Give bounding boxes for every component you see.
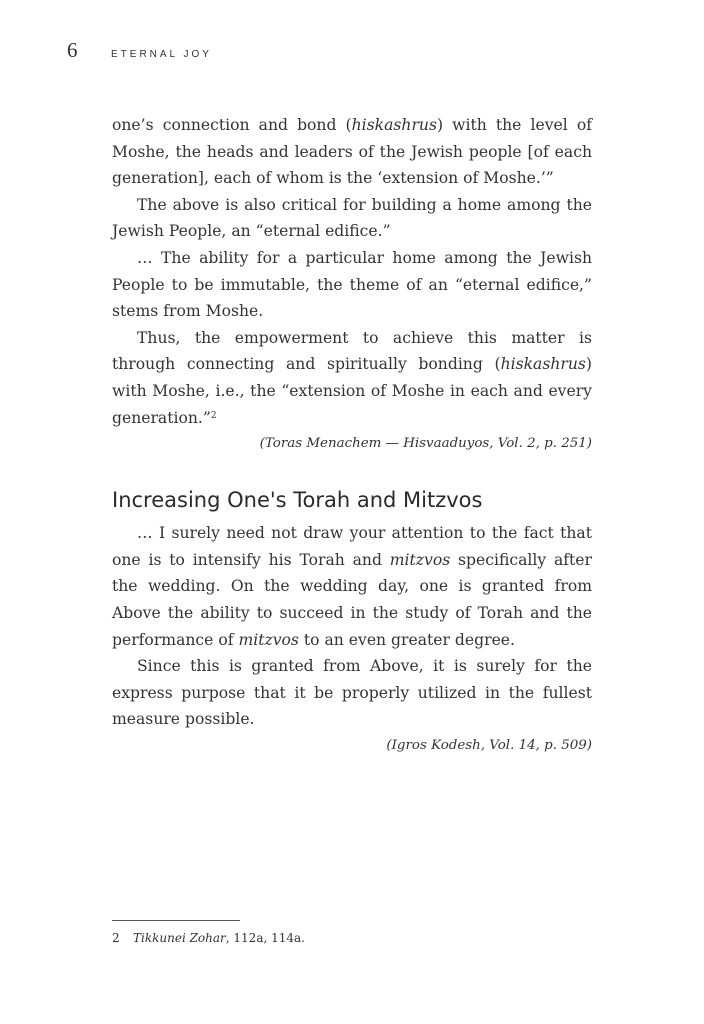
citation: (Toras Menachem — Hisvaaduyos, Vol. 2, p. 251) <box>259 436 592 452</box>
italic-term: hiskashrus <box>351 116 437 134</box>
citation: (Igros Kodesh, Vol. 14, p. 509) <box>386 737 592 753</box>
footnote-divider <box>112 920 240 921</box>
paragraph <box>112 112 592 192</box>
footnote-text: , 112a, 114a. <box>225 931 305 945</box>
italic-term: mitzvos <box>238 630 299 649</box>
paragraph: … The ability for a particular home among the Jewish People to be immutable, the theme of an “eternal edifice,” stems from Moshe. <box>112 248 592 321</box>
paragraph <box>112 325 592 431</box>
page-number: 6 <box>67 38 78 62</box>
text: … I surely need not draw your attention to the fact that one is to intensify his Torah and <box>112 524 592 569</box>
italic-term: mitzvos <box>389 550 451 569</box>
paragraph <box>112 520 592 653</box>
running-title: ETERNAL JOY <box>111 49 212 60</box>
text: ) with Moshe, i.e., the “extension of Moshe in each and every generation.” <box>112 355 592 427</box>
running-head <box>67 38 212 63</box>
footnote <box>112 931 305 945</box>
paragraph: Since this is granted from Above, it is surely for the express purpose that it be properly utilized in the fullest measure possible. <box>112 657 592 729</box>
text: specifically after the wedding. On the wedding day, one is granted from Above the ability to succeed in the study of Torah and the performance of <box>112 550 592 649</box>
section-heading: Increasing One's Torah and Mitzvos <box>112 488 483 513</box>
text: one’s connection and bond ( <box>112 116 352 134</box>
paragraph: The above is also critical for building a home among the Jewish People, an “eternal edifice.” <box>112 195 592 241</box>
footnote-title: Tikkunei Zohar <box>133 931 226 945</box>
italic-term: hiskashrus <box>500 355 586 374</box>
footnote-ref[interactable]: 2 <box>210 410 217 421</box>
text: to an even greater degree. <box>298 630 515 649</box>
text: Thus, the empowerment to achieve this matter is through connecting and spiritually bonding ( <box>112 328 592 374</box>
text: ) with the level of Moshe, the heads and leaders of the Jewish people [of each generation], each of whom is the ‘extension of Moshe.’” <box>112 116 592 188</box>
page-body <box>112 112 592 759</box>
footnote-number: 2 <box>112 931 120 945</box>
